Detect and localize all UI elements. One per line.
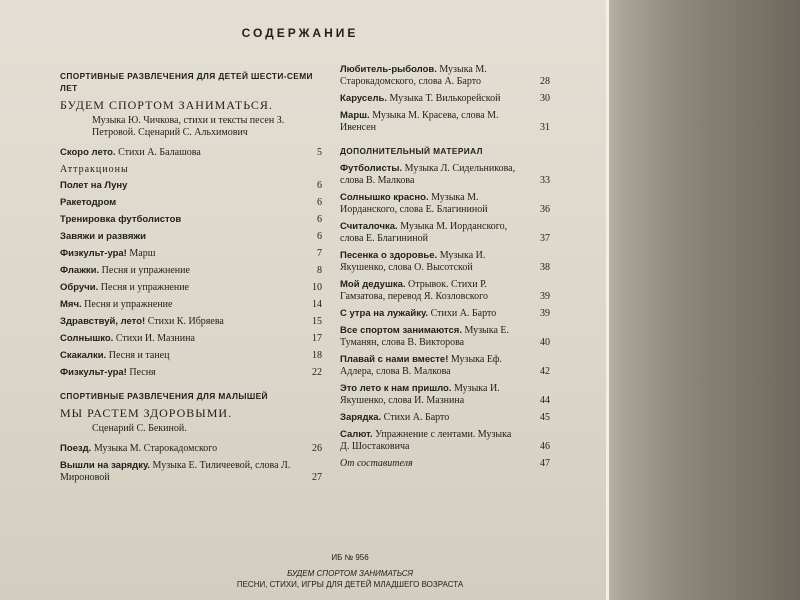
toc-entry-title: Здравствуй, лето! <box>60 316 146 327</box>
toc-entry-page: 31 <box>540 122 550 133</box>
toc-entry-title: Флажки. <box>60 265 100 276</box>
toc-entry-credits: Песня и упражнение <box>81 299 173 310</box>
block-title: МЫ РАСТЕМ ЗДОРОВЫМИ. <box>60 406 233 420</box>
toc-entry-page: 39 <box>540 308 550 319</box>
toc-entry <box>340 250 550 274</box>
toc-entry-page: 18 <box>312 350 322 361</box>
toc-entry-credits: Музыка Е. Тиличеевой, слова Л. Мироновой <box>60 460 291 483</box>
toc-entry-page: 38 <box>540 262 550 273</box>
toc-entry <box>60 248 322 260</box>
toc-entry-title: Физкульт-ура! <box>60 367 127 378</box>
toc-entry-credits: Музыка М. Иорданского, слова Е. Благининой <box>340 192 488 215</box>
toc-entry <box>60 282 322 294</box>
book-subtitle-footer: ПЕСНИ, СТИХИ, ИГРЫ ДЛЯ ДЕТЕЙ МЛАДШЕГО ВОЗРАСТА <box>236 580 464 589</box>
section-heading: СПОРТИВНЫЕ РАЗВЛЕЧЕНИЯ ДЛЯ ДЕТЕЙ ШЕСТИ-СЕМИ ЛЕТ <box>60 71 313 93</box>
toc-entry-page: 10 <box>312 282 322 293</box>
block-title: БУДЕМ СПОРТОМ ЗАНИМАТЬСЯ. <box>60 98 273 112</box>
toc-entry-title: Любитель-рыболов. <box>340 64 437 75</box>
toc-entry-title: Салют. <box>340 429 373 440</box>
toc-entry-title: Солнышко красно. <box>340 192 429 203</box>
toc-entry <box>340 221 550 245</box>
toc-entry-credits: Музыка И. Якушенко, слова О. Высотской <box>340 250 486 273</box>
toc-entry-page: 6 <box>317 231 322 242</box>
toc-entry-page: 47 <box>540 458 550 469</box>
toc-entry-title: Скакалки. <box>60 350 107 361</box>
toc-entry-title: Мяч. <box>60 299 82 310</box>
toc-entry-credits: Стихи И. Мазнина <box>113 333 195 344</box>
toc-entry-page: 6 <box>317 197 322 208</box>
toc-entry-page: 46 <box>540 441 550 452</box>
toc-entry <box>60 443 322 455</box>
toc-entry-title: Вышли на зарядку. <box>60 460 151 471</box>
toc-entry-credits: Песня и упражнение <box>99 265 190 276</box>
toc-entry <box>340 93 550 105</box>
toc-entry-credits: Стихи А. Барто <box>381 412 450 423</box>
toc-entry-title: Это лето к нам пришло. <box>340 383 452 394</box>
toc-entry-title: Футболисты. <box>340 163 403 174</box>
toc-entry <box>60 231 322 243</box>
attractions-heading: Аттракционы <box>60 164 129 175</box>
ib-number: ИБ № 956 <box>331 553 369 562</box>
toc-entry-title: С утра на лужайку. <box>340 308 429 319</box>
toc-entry-credits: Музыка Еф. Адлера, слова В. Малкова <box>340 354 502 377</box>
toc-entry-title: Песенка о здоровье. <box>340 250 438 261</box>
toc-entry <box>60 350 322 362</box>
toc-entry <box>60 299 322 311</box>
toc-entry <box>340 110 550 134</box>
toc-entry-credits: Музыка М. Старокадомского, слова А. Барто <box>340 64 487 87</box>
toc-entry-title: Мой дедушка. <box>340 279 406 290</box>
toc-entry-credits: Музыка Т. Вилькорейской <box>387 93 501 104</box>
toc-entry <box>60 333 322 345</box>
toc-entry-credits: Песня и танец <box>106 350 170 361</box>
book-title-footer: БУДЕМ СПОРТОМ ЗАНИМАТЬСЯ <box>287 569 413 578</box>
toc-entry-credits: Песня <box>126 367 156 378</box>
toc-entry-credits: Марш <box>126 248 156 259</box>
toc-entry <box>60 180 322 192</box>
toc-entry-page: 14 <box>312 299 322 310</box>
toc-entry-page: 17 <box>312 333 322 344</box>
toc-entry-title: Ракетодром <box>60 197 117 208</box>
toc-entry <box>60 147 322 159</box>
toc-entry-title: Тренировка футболистов <box>60 214 182 225</box>
toc-entry-credits: Стихи К. Ибряева <box>145 316 224 327</box>
toc-entry-page: 28 <box>540 76 550 87</box>
toc-entry-title: Зарядка. <box>340 412 382 423</box>
toc-entry-title: Считалочка. <box>340 221 398 232</box>
toc-entry-credits: Музыка М. Красева, слова М. Ивенсен <box>340 110 499 133</box>
toc-entry-title: Марш. <box>340 110 370 121</box>
toc-entry <box>340 429 550 453</box>
toc-entry <box>340 192 550 216</box>
toc-entry-page: 6 <box>317 214 322 225</box>
toc-entry-credits: Отрывок. Стихи Р. Гамзатова, перевод Я. Козловского <box>340 279 488 302</box>
toc-entry <box>340 163 550 187</box>
section-heading: СПОРТИВНЫЕ РАЗВЛЕЧЕНИЯ ДЛЯ МАЛЫШЕЙ <box>60 391 268 401</box>
toc-entry-page: 8 <box>317 265 322 276</box>
toc-entry <box>340 325 550 349</box>
toc-entry-page: 5 <box>317 147 322 158</box>
toc-entry-credits: Песня и упражнение <box>98 282 189 293</box>
toc-entry-page: 7 <box>317 248 322 259</box>
toc-entry <box>340 279 550 303</box>
toc-entry <box>340 64 550 88</box>
toc-entry <box>60 265 322 277</box>
toc-entry-credits: Стихи А. Барто <box>428 308 497 319</box>
toc-entry <box>60 316 322 328</box>
toc-entry-page: 39 <box>540 291 550 302</box>
toc-entry <box>340 458 550 470</box>
toc-entry-title: Скоро лето. <box>60 147 116 158</box>
toc-entry-title: Солнышко. <box>60 333 114 344</box>
page-edge <box>606 0 800 600</box>
toc-entry-title: Физкульт-ура! <box>60 248 127 259</box>
toc-entry-page: 27 <box>312 472 322 483</box>
toc-entry-credits: Стихи А. Балашова <box>115 147 201 158</box>
page-title: СОДЕРЖАНИЕ <box>241 26 359 40</box>
block-note: Музыка Ю. Чичкова, стихи и тексты песен З. Петровой. Сценарий С. Альхимович <box>92 115 285 138</box>
toc-entry-page: 26 <box>312 443 322 454</box>
toc-left-column <box>60 70 322 489</box>
block-note: Сценарий С. Бекиной. <box>92 423 187 434</box>
toc-entry-page: 22 <box>312 367 322 378</box>
toc-entry-page: 15 <box>312 316 322 327</box>
toc-entry-page: 6 <box>317 180 322 191</box>
toc-entry-title: Обручи. <box>60 282 99 293</box>
toc-entry <box>340 383 550 407</box>
toc-right-column <box>340 64 550 475</box>
toc-entry-credits: Музыка М. Старокадомского <box>91 443 218 454</box>
section-heading: ДОПОЛНИТЕЛЬНЫЙ МАТЕРИАЛ <box>340 146 483 156</box>
toc-entry <box>60 367 322 379</box>
toc-entry-title: От составителя <box>340 458 413 469</box>
toc-entry-credits: Музыка М. Иорданского, слова Е. Благининой <box>340 221 508 244</box>
toc-entry-credits: Музыка Е. Туманян, слова В. Викторова <box>340 325 510 348</box>
toc-entry <box>340 308 550 320</box>
toc-entry <box>340 354 550 378</box>
toc-entry-credits: Музыка Л. Сидельникова, слова В. Малкова <box>340 163 516 186</box>
toc-entry-title: Поезд. <box>60 443 92 454</box>
toc-entry-title: Плавай с нами вместе! <box>340 354 449 365</box>
toc-entry-credits: Музыка И. Якушенко, слова И. Мазнина <box>340 383 500 406</box>
toc-entry <box>60 460 322 484</box>
toc-entry-page: 30 <box>540 93 550 104</box>
toc-entry <box>340 412 550 424</box>
toc-entry-page: 33 <box>540 175 550 186</box>
toc-entry-page: 45 <box>540 412 550 423</box>
toc-entry-credits: Упражнение с лентами. Музыка Д. Шостаковича <box>340 429 512 452</box>
toc-entry-title: Полет на Луну <box>60 180 128 191</box>
toc-entry-page: 40 <box>540 337 550 348</box>
toc-entry-title: Карусель. <box>340 93 388 104</box>
toc-entry-title: Все спортом занимаются. <box>340 325 462 336</box>
toc-entry-title: Завяжи и развяжи <box>60 231 146 242</box>
toc-entry-page: 37 <box>540 233 550 244</box>
toc-entry-page: 36 <box>540 204 550 215</box>
toc-entry <box>60 197 322 209</box>
toc-entry-page: 42 <box>540 366 550 377</box>
toc-entry <box>60 214 322 226</box>
toc-entry-page: 44 <box>540 395 550 406</box>
